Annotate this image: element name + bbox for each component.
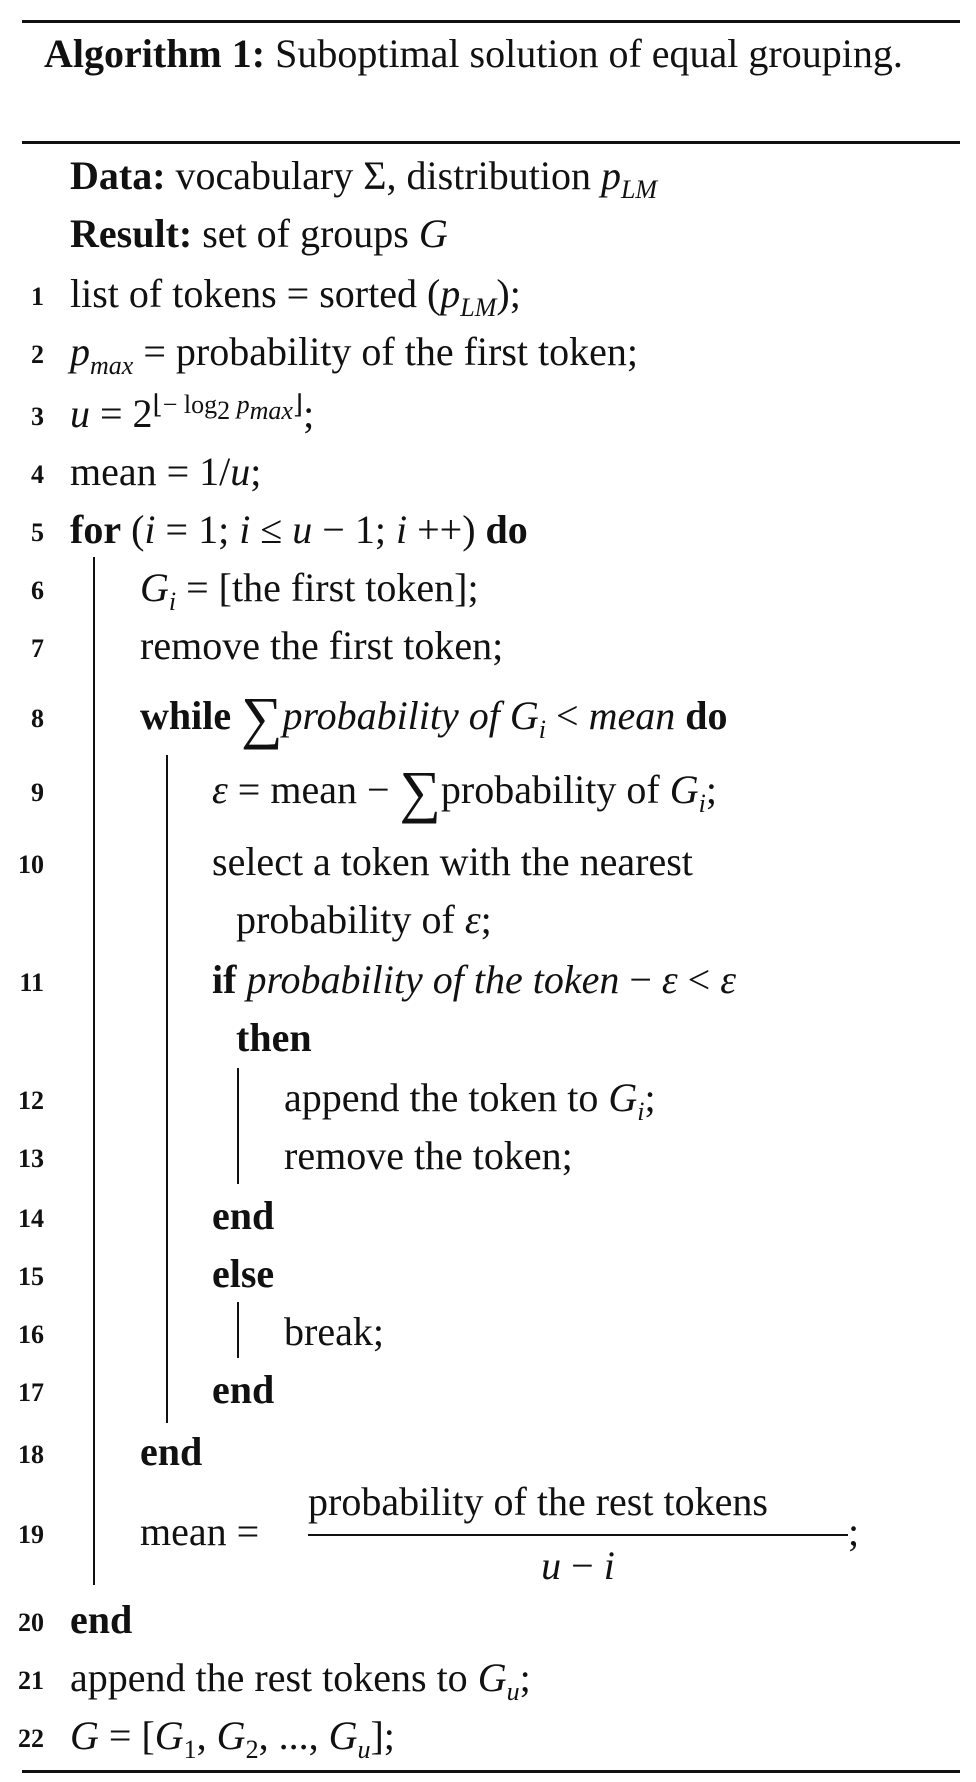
algorithm-line [0,1186,976,1242]
algorithm-line: 1 list of tokens = sorted $(p_{LM})$; [0,264,976,320]
algorithm-line: 2 $p_{max}$ = probability of the first token; [0,322,976,378]
algorithm-line: 5 for (i = 1; i ≤ u − 1; i ++) do [0,500,976,556]
algorithm-caption [44,26,924,82]
g-symbol: G [418,211,448,256]
algorithm-line: 9 ε = mean − ∑probability of $G_i$; [0,760,976,816]
line-number: 19 [18,1520,44,1549]
end-keyword: end [140,1429,203,1474]
algorithm-line: 6 $G_i = [the$ first token]; [0,558,976,614]
algorithm-line: 7 remove the first token; [0,616,976,672]
result-keyword: Result: [70,211,193,256]
algorithm-line: 19 mean = [0,1502,976,1558]
algorithm-line: 21 append the rest tokens to $G_u$; [0,1648,976,1704]
algorithm-line: 11 if probability of the token − ε < ε [0,950,976,1006]
if-keyword: if [212,957,237,1002]
fraction-bar [308,1534,848,1536]
data-text: vocabulary Σ, distribution [175,153,591,198]
fraction-denominator: u − i [541,1543,615,1588]
line-number: 16 [18,1320,44,1349]
line-number: 6 [31,576,44,605]
line-number: 2 [31,340,44,369]
mid-rule [22,141,960,144]
caption-label: Algorithm 1: [44,31,266,76]
line-number: 10 [18,850,44,879]
line-number: 1 [31,282,44,311]
algorithm-line: 16 break; [0,1302,976,1358]
while-keyword: while [140,693,232,738]
line-number: 12 [18,1086,44,1115]
line-number: 20 [18,1608,44,1637]
line-number: 18 [18,1440,44,1469]
algorithm-line: 22 $G = [G_1$, $G_2$, ..., $G_u$]; [0,1706,976,1762]
else-keyword: else [212,1251,275,1296]
algorithm-line: 12 append the token to $G_i$; [0,1068,976,1124]
algorithm-line-continued: probability of ε; [236,897,492,942]
line-number: 3 [31,402,44,431]
algorithm-line: 10 select a token with the nearest [0,832,976,888]
bottom-rule [22,1770,960,1773]
top-rule [22,20,960,23]
line-number: 21 [18,1666,44,1695]
algorithm-line-continued [0,1008,976,1064]
semicolon: ; [848,1509,860,1554]
end-keyword: end [212,1193,275,1238]
data-line [0,148,976,204]
line-number: 4 [31,460,44,489]
end-keyword: end [212,1367,275,1412]
algorithm-line [0,1360,976,1416]
caption-title: Suboptimal solution of equal grouping. [275,31,903,76]
algorithm-line: 8 while ∑probability of $G_i$ < mean do [0,686,976,742]
end-keyword: end [70,1597,133,1642]
line-number: 7 [31,634,44,663]
result-text: set of groups [202,211,409,256]
line-number: 22 [18,1724,44,1753]
then-keyword: then [236,1015,312,1060]
line-number: 15 [18,1262,44,1291]
line-number: 13 [18,1144,44,1173]
algorithm-line: 13 remove the token; [0,1126,976,1182]
data-keyword: Data: [70,153,166,198]
do-keyword: do [485,507,528,552]
algorithm-line [0,1422,976,1478]
line-number: 8 [31,704,44,733]
algorithm-line: 3 $u = 2^{⌊- log_2 p_{max}⌋}$; [0,384,976,440]
line-number: 9 [31,778,44,807]
do-keyword: do [685,693,728,738]
algorithm-line: 4 mean = 1/u; [0,442,976,498]
for-keyword: for [70,507,122,552]
algorithm-line [0,1244,976,1300]
line-number: 14 [18,1204,44,1233]
p-lm-symbol: $p_{LM}$ [600,153,658,204]
line-number: 17 [18,1378,44,1407]
line-number: 11 [19,968,44,997]
result-line [0,206,976,262]
fraction-numerator: probability of the rest tokens [308,1479,768,1524]
line-number: 5 [31,518,44,547]
algorithm-line [0,1590,976,1646]
